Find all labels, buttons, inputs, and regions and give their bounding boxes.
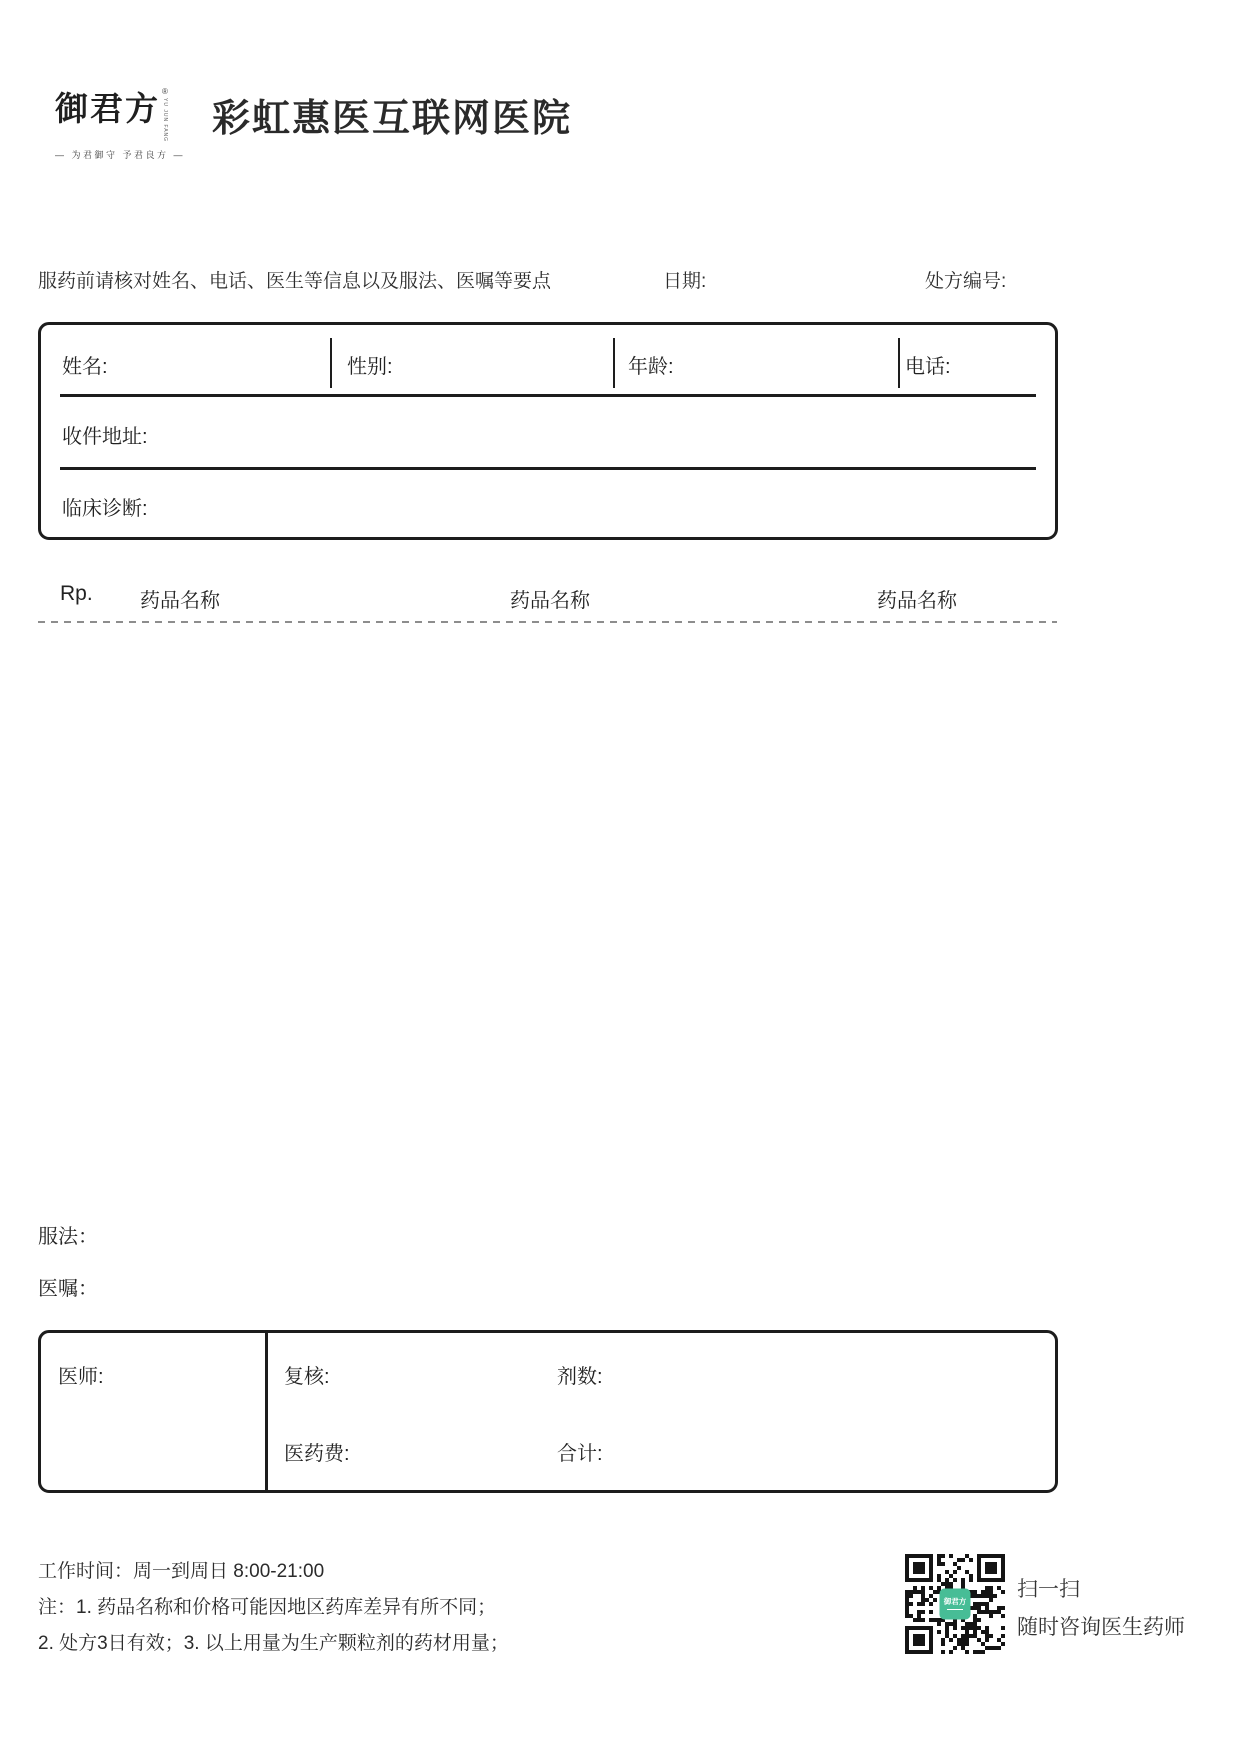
dashed-divider [38, 621, 1057, 623]
medicine-fee-label: 医药费: [284, 1443, 350, 1465]
note-line-2: 2. 处方3日有效；3. 以上用量为生产颗粒剂的药材用量； [38, 1633, 509, 1654]
drug-name-column-header: 药品名称 [510, 590, 590, 612]
doses-count-label: 剂数: [557, 1366, 603, 1388]
work-time-text: 工作时间：周一到周日 8:00-21:00 [38, 1561, 325, 1582]
drug-name-column-header: 药品名称 [877, 590, 957, 612]
doctor-advice-label: 医嘱： [38, 1278, 98, 1300]
cell-divider [330, 338, 332, 388]
cell-divider [613, 338, 615, 388]
cell-divider [898, 338, 900, 388]
cell-divider [265, 1332, 268, 1491]
brand-logo-main [55, 87, 185, 143]
prescription-number-label: 处方编号: [925, 271, 1007, 292]
patient-name-label: 姓名: [62, 356, 108, 378]
drug-name-column-header: 药品名称 [140, 590, 220, 612]
registered-trademark-icon: ® [162, 87, 168, 96]
consult-caption: 随时咨询医生药师 [1017, 1616, 1185, 1639]
signoff-box [38, 1330, 1058, 1493]
note-line-1: 注：1. 药品名称和价格可能因地区药库差异有所不同； [38, 1597, 497, 1618]
usage-method-label: 服法： [38, 1226, 98, 1248]
review-label: 复核: [284, 1366, 330, 1388]
brand-tagline: — 为君御守 予君良方 — [55, 150, 186, 161]
verify-notice-text: 服药前请核对姓名、电话、医生等信息以及服法、医嘱等要点 [38, 271, 552, 292]
row-separator [60, 467, 1036, 470]
scan-caption: 扫一扫 [1017, 1578, 1080, 1601]
patient-gender-label: 性别: [347, 356, 393, 378]
brand-logo-reg-column [162, 88, 168, 142]
date-label: 日期: [663, 271, 707, 292]
total-label: 合计: [557, 1443, 603, 1465]
patient-age-label: 年龄: [628, 356, 674, 378]
shipping-address-label: 收件地址: [62, 426, 148, 448]
brand-logo-text: 御君方 [55, 89, 160, 128]
qr-code [902, 1551, 1008, 1657]
row-separator [60, 394, 1036, 397]
patient-phone-label: 电话: [905, 356, 951, 378]
doctor-label: 医师: [58, 1366, 104, 1388]
rp-label: Rp. [60, 582, 93, 605]
clinical-diagnosis-label: 临床诊断: [62, 498, 148, 520]
brand-logo-vertical-text: YU JUN FANG [162, 98, 168, 143]
hospital-name-title: 彩虹惠医互联网医院 [212, 98, 573, 140]
brand-logo [55, 87, 186, 161]
